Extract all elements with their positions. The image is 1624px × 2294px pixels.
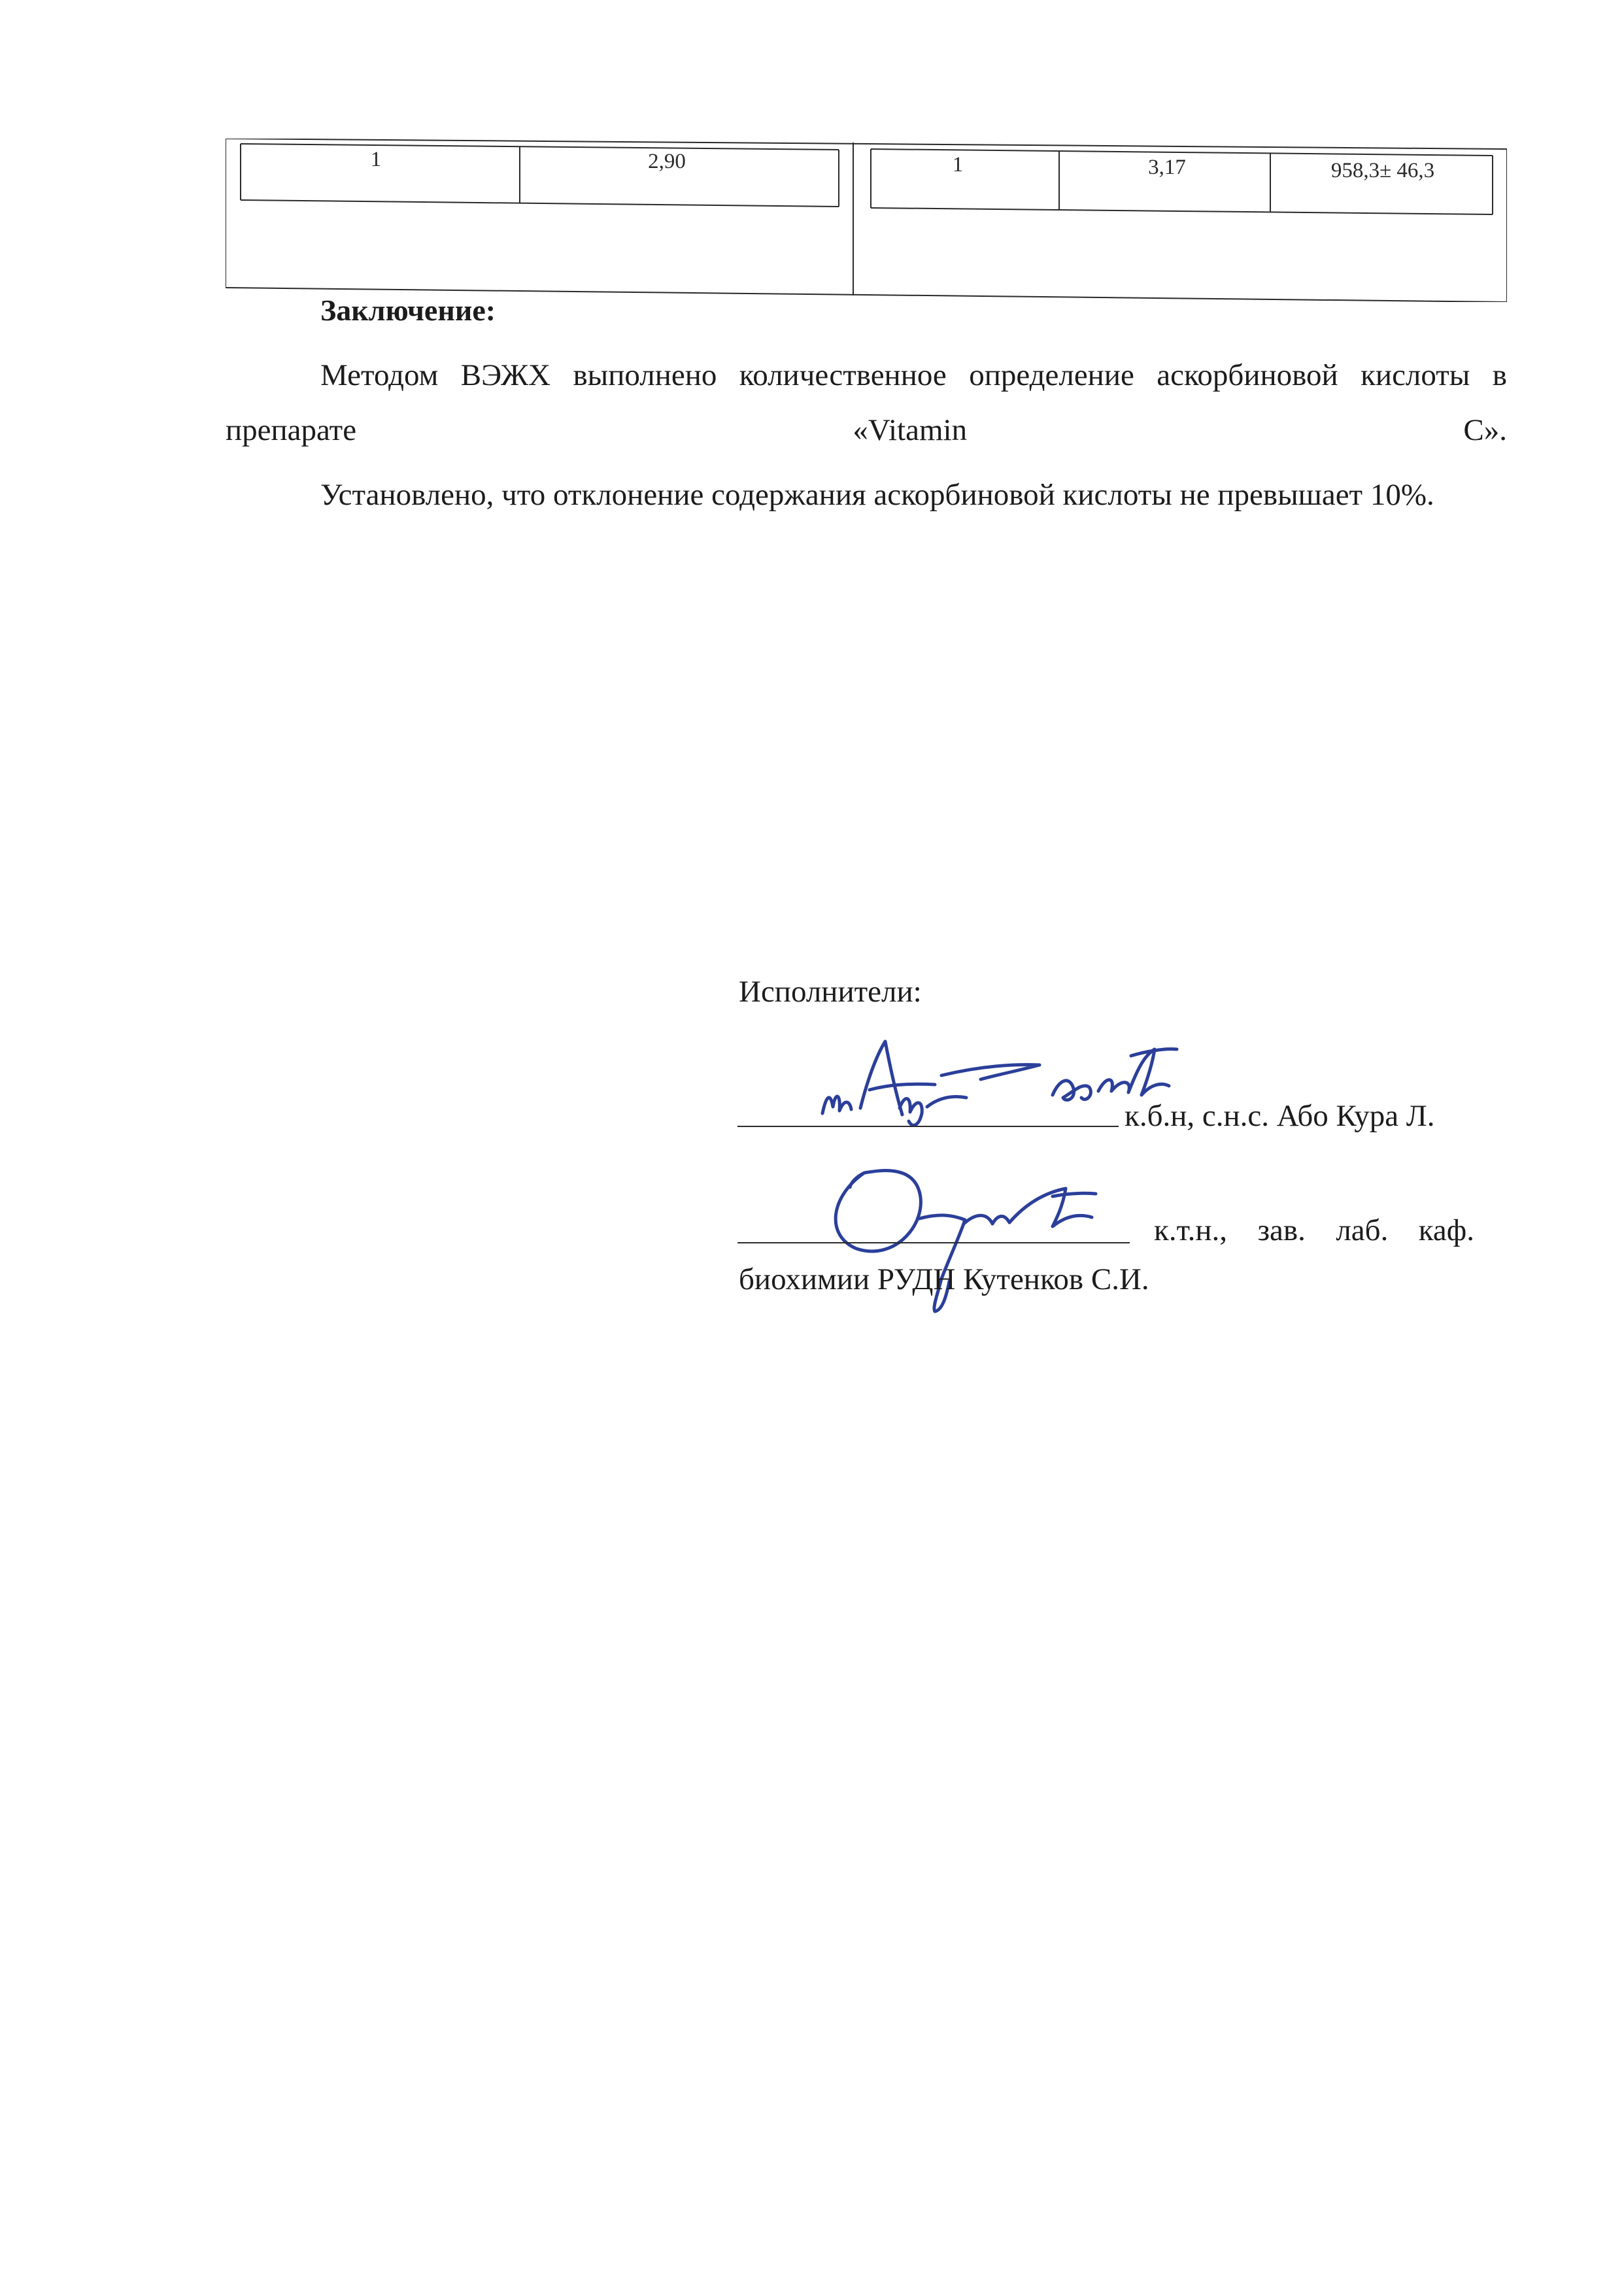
left-table-cell-2: 2,90 bbox=[648, 150, 686, 173]
performers-label: Исполнители: bbox=[739, 975, 922, 1009]
signatory-2-credentials-line1: к.т.н., зав. лаб. каф. bbox=[1154, 1213, 1474, 1247]
results-table bbox=[226, 139, 1507, 302]
right-table-cell-2: 3,17 bbox=[1148, 156, 1186, 179]
signatory-2-credentials-line2: биохимии РУДН Кутенков С.И. bbox=[739, 1262, 1149, 1296]
left-table-cell-1: 1 bbox=[370, 148, 382, 171]
right-table-cell-3: 958,3± 46,3 bbox=[1330, 159, 1435, 182]
signature-2-line bbox=[737, 1242, 1130, 1243]
conclusion-paragraph-1: Методом ВЭЖХ выполнено количественное определение аскорбиновой кислоты в препарате «Vitamin C». bbox=[226, 358, 1507, 447]
signatory-1-credentials: к.б.н, с.н.с. Або Кура Л. bbox=[1125, 1099, 1435, 1133]
conclusion-paragraph-2: Установлено, что отклонение содержания аскорбиновой кислоты не превышает 10%. bbox=[320, 478, 1434, 512]
conclusion-heading: Заключение: bbox=[320, 294, 496, 327]
signature-1-line bbox=[737, 1126, 1119, 1127]
right-table-cell-1: 1 bbox=[952, 153, 964, 177]
